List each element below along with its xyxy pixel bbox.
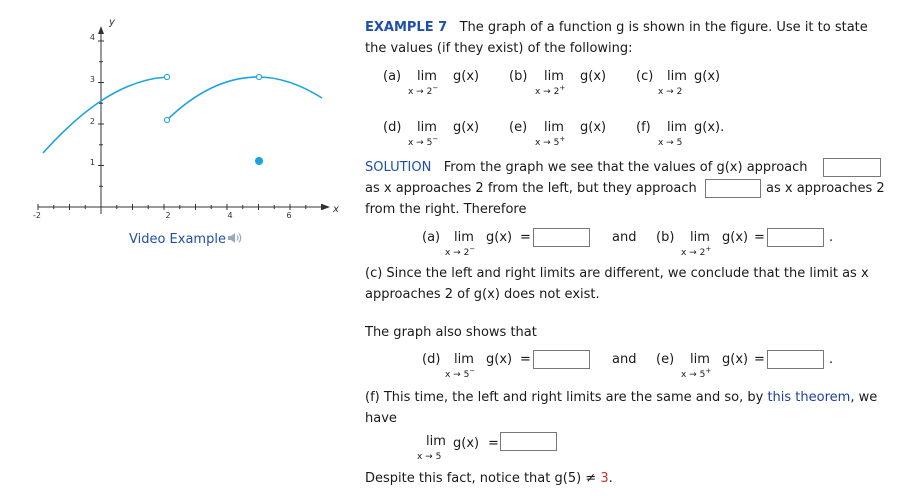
answer-right-limit-input[interactable] — [705, 179, 761, 198]
lim-sub-sign: − — [469, 245, 476, 253]
and-text — [612, 230, 636, 245]
lim-sub-sign: + — [559, 84, 566, 92]
answer-limit-f — [417, 434, 506, 464]
question-label: (c) — [636, 69, 654, 84]
lim-subscript — [408, 135, 438, 148]
lim-subscript — [681, 367, 711, 380]
solution-text: (c) Since the left and right limits are different, we conclude that the limit as x — [365, 266, 869, 281]
x-axis-arrow — [322, 204, 330, 210]
answer-b-label — [656, 230, 674, 245]
function-expr: g(x) — [722, 230, 749, 245]
y-axis-label: y — [109, 17, 115, 28]
curve-right-branch — [167, 77, 322, 120]
lim-sub-text: x → 2 — [445, 248, 470, 258]
lim-subscript — [445, 367, 475, 380]
open-point — [164, 117, 169, 122]
lim-sub-sign: − — [469, 367, 476, 375]
question-label: (a) — [422, 230, 441, 245]
solution-text: from the right. Therefore — [365, 202, 527, 217]
limit-a — [408, 69, 487, 99]
function-expr: g(x) — [580, 69, 607, 84]
question-label: (e) — [509, 120, 528, 135]
lim-sub-text: x → 5 — [408, 138, 433, 148]
answer-d-label — [422, 352, 440, 367]
solution-f — [365, 387, 877, 429]
lim-word: lim — [417, 120, 437, 135]
solution-text: as x approaches 2 from the left, but they approach — [365, 181, 697, 196]
x-tick-label: 6 — [286, 211, 292, 220]
lim-sub-text: x → 5 — [417, 452, 442, 462]
lim-sub-text: x → 5 — [658, 138, 683, 148]
solution-text: Despite this fact, notice that g(5) ≠ — [365, 471, 597, 486]
x-tick-label: 4 — [227, 211, 233, 220]
question-f — [636, 120, 651, 135]
function-expr: g(x) — [453, 120, 480, 135]
limit-c — [658, 69, 737, 99]
solution-text: , we — [850, 390, 878, 405]
limit-e — [535, 120, 614, 150]
lim-sub-sign: + — [559, 135, 566, 143]
lim-word: lim — [544, 120, 564, 135]
lim-sub-sign: − — [432, 135, 439, 143]
function-expr: g(x) — [486, 352, 513, 367]
example-text-line1: The graph of a function g is shown in the figure. Use it to state — [459, 20, 868, 35]
lim-sub-sign: − — [432, 84, 439, 92]
lim-subscript — [417, 449, 441, 462]
lim-subscript — [535, 84, 565, 97]
and-label: and — [612, 352, 637, 367]
solution-text: (f) This time, the left and right limits are the same and so, by — [365, 390, 764, 405]
lim-sub-text: x → 5 — [681, 370, 706, 380]
and-text — [612, 352, 636, 367]
lim-sub-sign: + — [705, 367, 712, 375]
lim-sub-text: x → 2 — [408, 87, 433, 97]
question-label: (d) — [383, 120, 402, 135]
answer-a-input[interactable] — [533, 228, 590, 247]
graph-also-shows — [365, 325, 537, 340]
lim-word: lim — [667, 120, 687, 135]
x-axis-label: x — [333, 204, 339, 215]
lim-sub-text: x → 2 — [535, 87, 560, 97]
function-expr: g(x) — [453, 436, 480, 451]
question-label: (f) — [636, 120, 651, 135]
question-b — [509, 69, 527, 84]
solution-line3 — [365, 202, 526, 217]
period-text: . — [608, 471, 613, 486]
answer-b-input[interactable] — [767, 228, 824, 247]
y-tick-label: 1 — [89, 158, 95, 167]
question-a — [383, 69, 401, 84]
lim-subscript — [535, 135, 565, 148]
equals-sign: = — [754, 230, 765, 245]
lim-subscript — [658, 135, 682, 148]
x-tick-label: 2 — [165, 211, 171, 220]
equals-sign: = — [520, 352, 531, 367]
period — [829, 230, 833, 245]
lim-subscript — [445, 245, 475, 258]
video-example-link[interactable] — [129, 231, 245, 247]
solution-line1 — [365, 160, 808, 175]
answer-limit-e — [681, 352, 770, 382]
answer-limit-d — [445, 352, 534, 382]
answer-left-limit-input[interactable] — [823, 158, 881, 177]
function-graph — [0, 0, 345, 230]
function-expr: g(x) — [486, 230, 513, 245]
open-point — [164, 74, 169, 79]
function-expr: g(x) — [694, 69, 721, 84]
period-text: . — [829, 352, 834, 367]
filled-point — [255, 157, 263, 165]
curve-left-branch — [43, 77, 167, 153]
question-label: (b) — [656, 230, 675, 245]
speaker-icon — [227, 231, 245, 245]
question-e — [509, 120, 527, 135]
solution-text: The graph also shows that — [365, 325, 537, 340]
lim-subscript — [408, 84, 438, 97]
question-label: (d) — [422, 352, 441, 367]
answer-limit-b — [681, 230, 770, 260]
equals-sign: = — [520, 230, 531, 245]
theorem-link[interactable]: this theorem — [767, 390, 851, 405]
lim-subscript — [681, 245, 711, 258]
answer-d-input[interactable] — [533, 350, 590, 369]
question-label: (a) — [383, 69, 402, 84]
lim-word: lim — [454, 230, 474, 245]
lim-word: lim — [690, 230, 710, 245]
equals-sign: = — [488, 436, 499, 451]
answer-e-label — [656, 352, 674, 367]
solution-text: approaches 2 of g(x) does not exist. — [365, 287, 600, 302]
despite-line — [365, 471, 613, 486]
lim-word: lim — [417, 69, 437, 84]
function-expr: g(x). — [694, 120, 725, 135]
lim-sub-text: x → 5 — [445, 370, 470, 380]
y-tick-label: 3 — [89, 75, 95, 84]
open-point — [256, 74, 261, 79]
function-expr: g(x) — [453, 69, 480, 84]
function-expr: g(x) — [722, 352, 749, 367]
lim-sub-text: x → 2 — [658, 87, 683, 97]
solution-line2b — [766, 181, 885, 196]
lim-subscript — [658, 84, 682, 97]
lim-word: lim — [544, 69, 564, 84]
example-label: EXAMPLE 7 — [365, 20, 448, 35]
example-intro — [365, 17, 868, 59]
answer-limit-a — [445, 230, 534, 260]
solution-text: as x approaches 2 — [766, 181, 885, 196]
example-text-line2: the values (if they exist) of the following: — [365, 41, 633, 56]
solution-text: have — [365, 411, 397, 426]
and-label: and — [612, 230, 637, 245]
lim-sub-sign: + — [705, 245, 712, 253]
lim-word: lim — [454, 352, 474, 367]
question-label: (e) — [656, 352, 675, 367]
solution-line2 — [365, 181, 697, 196]
limit-f — [658, 120, 737, 150]
lim-sub-text: x → 5 — [535, 138, 560, 148]
x-tick-label: -2 — [33, 211, 41, 220]
solution-c — [365, 263, 869, 305]
answer-a-label — [422, 230, 440, 245]
solution-text: From the graph we see that the values of g(x) approach — [443, 160, 808, 175]
period — [829, 352, 833, 367]
y-tick-label: 2 — [89, 117, 95, 126]
limit-d — [408, 120, 487, 150]
question-d — [383, 120, 401, 135]
solution-label: SOLUTION — [365, 160, 432, 175]
graph-axes — [38, 30, 325, 214]
function-expr: g(x) — [580, 120, 607, 135]
question-c — [636, 69, 653, 84]
lim-word: lim — [690, 352, 710, 367]
lim-sub-text: x → 2 — [681, 248, 706, 258]
question-label: (b) — [509, 69, 528, 84]
answer-e-input[interactable] — [767, 350, 824, 369]
lim-word: lim — [426, 434, 446, 449]
y-axis-arrow — [98, 26, 104, 34]
lim-word: lim — [667, 69, 687, 84]
video-example-label: Video Example — [129, 232, 226, 247]
highlight-number: 3 — [600, 471, 609, 486]
period-text: . — [829, 230, 834, 245]
answer-f-input[interactable] — [500, 432, 557, 451]
limit-b — [535, 69, 614, 99]
equals-sign: = — [754, 352, 765, 367]
y-tick-label: 4 — [89, 33, 95, 42]
